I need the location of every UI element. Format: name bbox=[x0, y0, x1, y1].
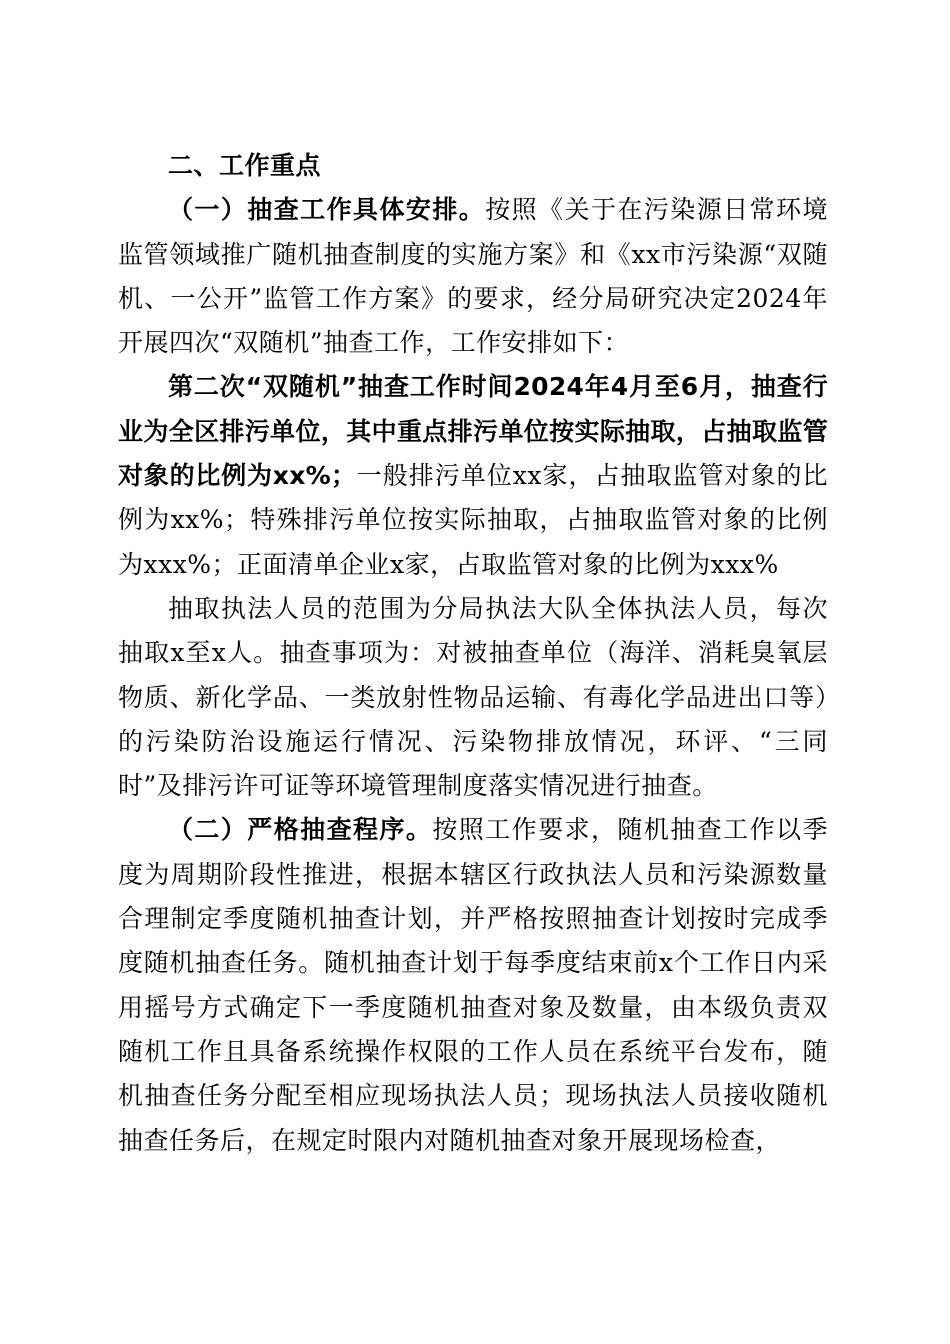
document-body bbox=[118, 144, 828, 1163]
paragraph-body: 按照《关于在污染源日常环境监管领域推广随机抽查制度的实施方案》和《xx市污染源“双随机、一公开”监管工作方案》的要求，经分局研究决定2024年开展四次“双随机”抽查工作，工作安排如下： bbox=[118, 195, 828, 358]
paragraph-bold-text: 第二次“双随机”抽查工作时间2024年4月至6月，抽查行业为全区排污单位，其中重点排污单位按实际抽取，占抽取监管对象的比例为xx%； bbox=[118, 372, 828, 491]
paragraph-personnel-scope: 抽取执法人员的范围为分局执法大队全体执法人员，每次抽取x至x人。抽查事项为：对被抽查单位（海洋、消耗臭氧层物质、新化学品、一类放射性物品运输、有毒化学品进出口等）的污染防治设施运行情况、污染物排放情况，环评、“三同时”及排污许可证等环境管理制度落实情况进行抽查。 bbox=[118, 593, 828, 801]
paragraph-body: 按照工作要求，随机抽查工作以季度为周期阶段性推进，根据本辖区行政执法人员和污染源数量合理制定季度随机抽查计划，并严格按照抽查计划按时完成季度随机抽查任务。随机抽查计划于每季度结束前x个工作日内采用摇号方式确定下一季度随机抽查对象及数量，由本级负责双随机工作且具备系统操作权限的工作人员在系统平台发布，随机抽查任务分配至相应现场执法人员；现场执法人员接收随机抽查任务后，在规定时限内对随机抽查对象开展现场检查， bbox=[118, 815, 828, 1155]
section-heading: 二、工作重点 bbox=[168, 151, 322, 180]
paragraph-body: 一般排污单位xx家，占抽取监管对象的比例为xx%；特殊排污单位按实际抽取，占抽取监管对象的比例为xxx%；正面清单企业x家，占取监管对象的比例为xxx% bbox=[118, 461, 828, 579]
paragraph-inspection-procedure bbox=[118, 808, 828, 1162]
paragraph-second-inspection bbox=[118, 365, 828, 586]
paragraph-inspection-arrangement bbox=[118, 188, 828, 365]
paragraph-lead-title: （二）严格抽查程序。 bbox=[168, 815, 433, 845]
paragraph-lead-title: （一）抽查工作具体安排。 bbox=[168, 195, 486, 225]
